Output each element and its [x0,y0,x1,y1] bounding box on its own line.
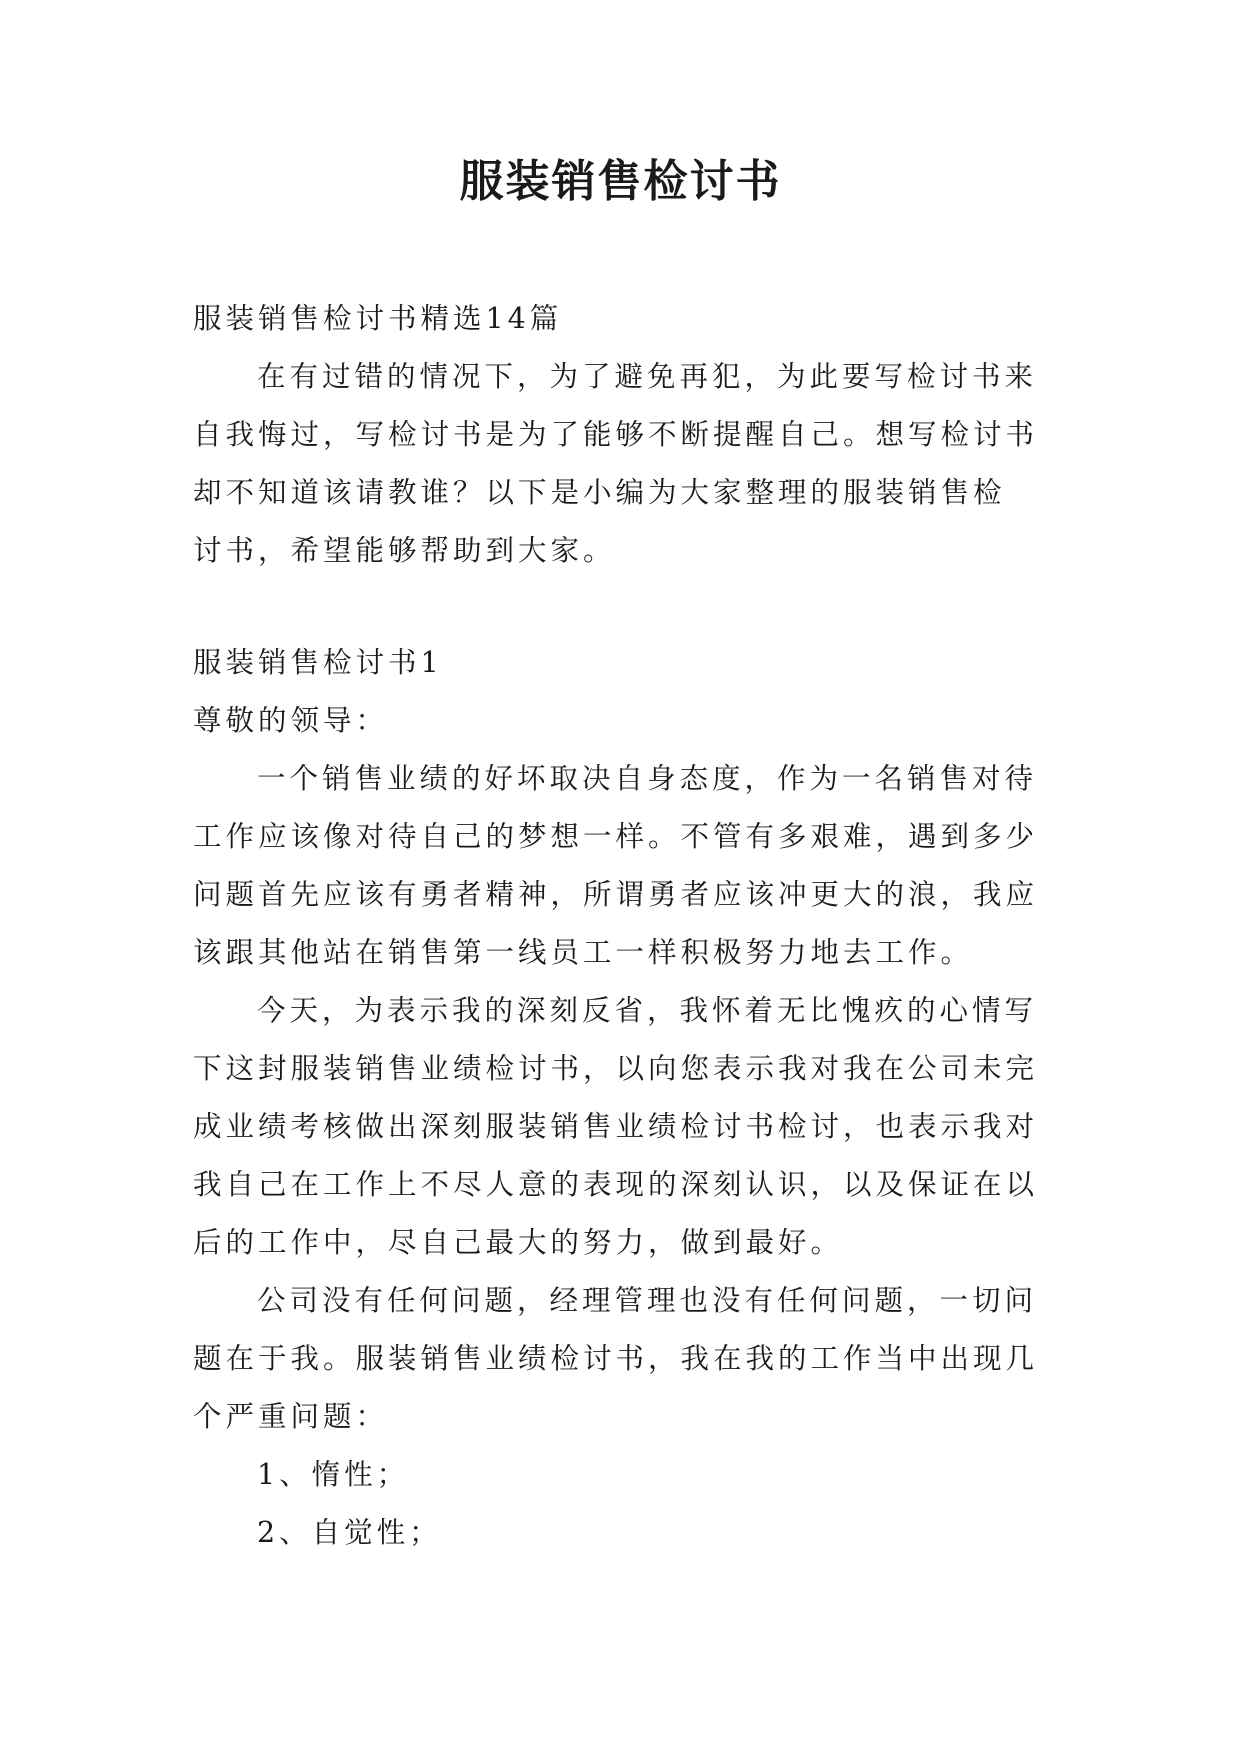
paragraph-line: 成业绩考核做出深刻服装销售业绩检讨书检讨，也表示我对 [193,1110,1039,1143]
paragraph-line: 公司没有任何问题，经理管理也没有任何问题，一切问 [257,1284,1038,1317]
document-body [193,290,1055,1562]
paragraph-line: 今天，为表示我的深刻反省，我怀着无比愧疚的心情写 [257,994,1038,1027]
intro-line: 在有过错的情况下，为了避免再犯，为此要写检讨书来 [257,360,1038,393]
paragraph-line: 问题首先应该有勇者精神，所谓勇者应该冲更大的浪，我应 [193,878,1039,911]
document-subtitle: 服装销售检讨书精选14篇 [193,302,563,335]
intro-line: 讨书，希望能够帮助到大家。 [193,534,616,567]
paragraph-line: 该跟其他站在销售第一线员工一样积极努力地去工作。 [193,936,974,969]
paragraph-line: 我自己在工作上不尽人意的表现的深刻认识，以及保证在以 [193,1168,1039,1201]
section-heading: 服装销售检讨书1 [193,646,443,679]
intro-line: 自我悔过，写检讨书是为了能够不断提醒自己。想写检讨书 [193,418,1039,451]
salutation: 尊敬的领导： [193,704,389,737]
document-title: 服装销售检讨书 [459,156,782,207]
paragraph-spacer [193,580,1055,634]
paragraph-line: 题在于我。服装销售业绩检讨书，我在我的工作当中出现几 [193,1342,1039,1375]
intro-line: 却不知道该请教谁？以下是小编为大家整理的服装销售检 [193,476,1006,509]
paragraph-line: 个严重问题： [193,1400,389,1433]
list-item: 2、自觉性； [257,1516,442,1549]
paragraph-line: 工作应该像对待自己的梦想一样。不管有多艰难，遇到多少 [193,820,1039,853]
list-item: 1、惰性； [257,1458,410,1491]
paragraph-line: 下这封服装销售业绩检讨书，以向您表示我对我在公司未完 [193,1052,1039,1085]
paragraph-line: 后的工作中，尽自己最大的努力，做到最好。 [193,1226,844,1259]
paragraph-line: 一个销售业绩的好坏取决自身态度，作为一名销售对待 [257,762,1038,795]
